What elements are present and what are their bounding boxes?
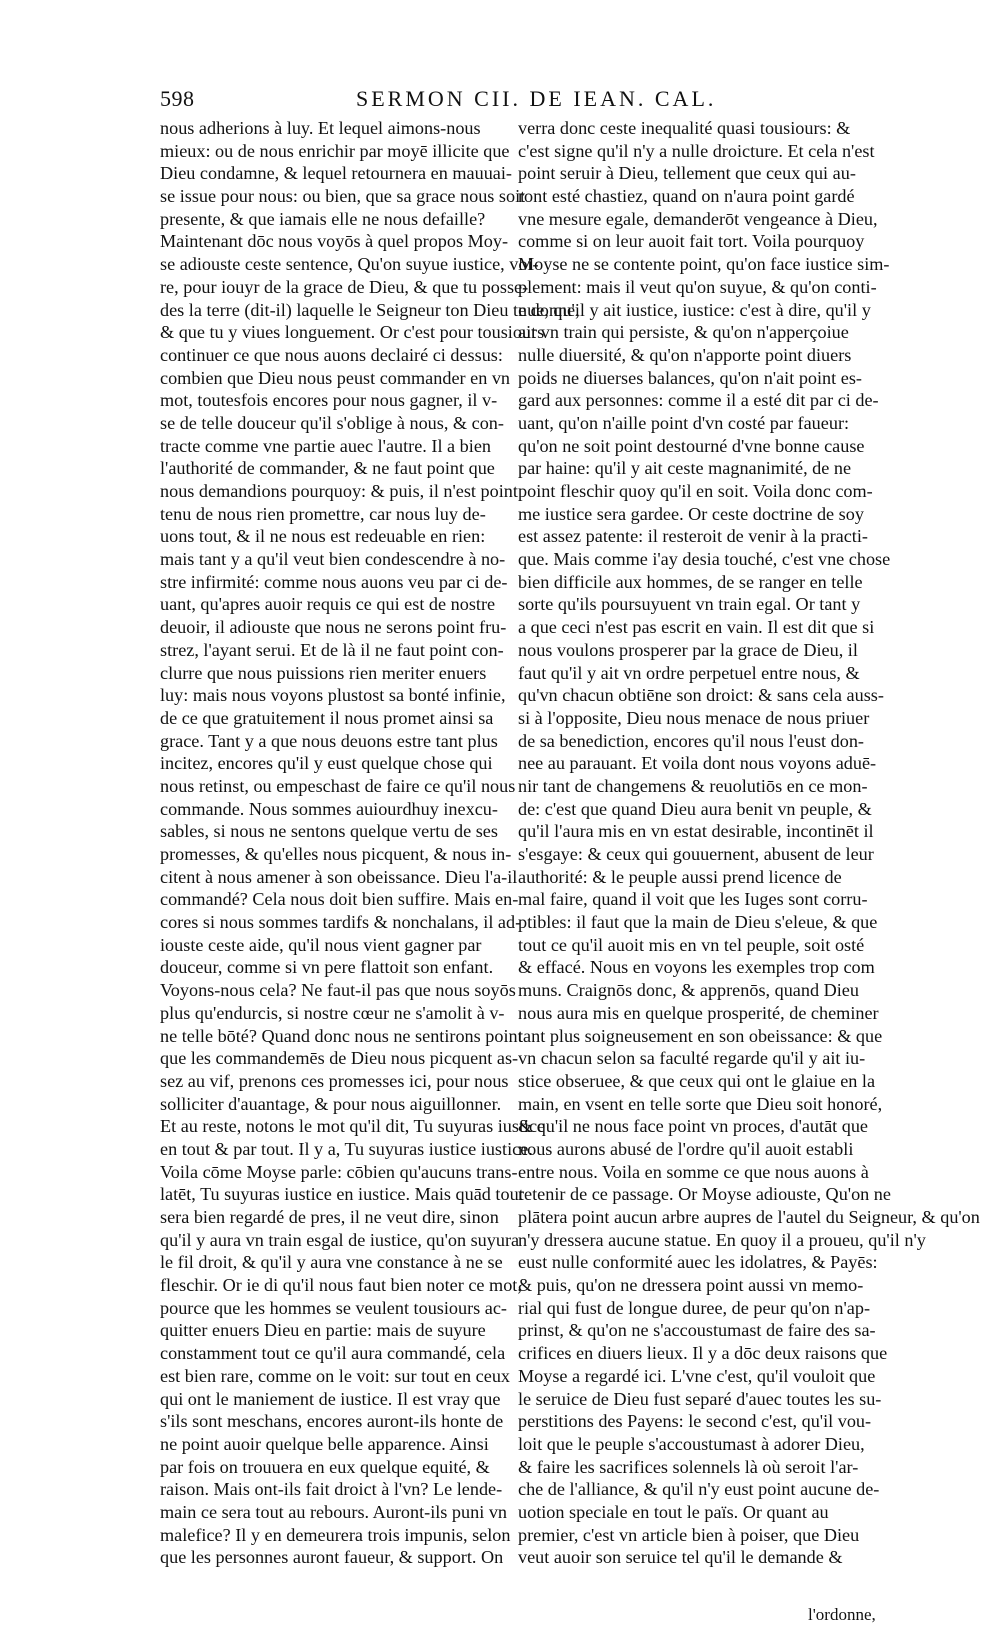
text-line: vne mesure egale, demanderōt vengeance à Dieu,	[518, 208, 878, 229]
text-line: nous voulons prosperer par la grace de Dieu, il	[518, 639, 858, 660]
text-line: Moyse ne se contente point, qu'on face iustice sim-	[518, 254, 890, 275]
text-line: grace. Tant y a que nous deuons estre tant plus	[160, 730, 498, 751]
text-line: des la terre (dit-il) laquelle le Seigneur ton Dieu te donne,	[160, 299, 580, 320]
text-line: deuoir, il adiouste que nous ne serons point fru-	[160, 617, 507, 638]
text-line: strez, l'ayant serui. Et de là il ne faut point con-	[160, 639, 504, 660]
text-line: stre infirmité: comme nous auons veu par ci de-	[160, 571, 508, 592]
text-line: se de telle douceur qu'il s'oblige à nous, & con-	[160, 412, 504, 433]
text-line: en tout & par tout. Il y a, Tu suyuras iustice iustice.	[160, 1138, 533, 1159]
text-line: s'esgaye: & ceux qui gouuernent, abusent de leur	[518, 844, 874, 864]
text-line: fleschir. Or ie di qu'il nous faut bien noter ce mot,	[160, 1275, 522, 1296]
text-line: & qu'il ne nous face point vn proces, d'autāt que	[518, 1116, 869, 1137]
text-line: nous aurons abusé de l'ordre qu'il auoit establi	[518, 1138, 854, 1159]
text-line: plement: mais il veut qu'on suyue, & qu'on conti-	[518, 276, 877, 297]
text-line: a que ceci n'est pas escrit en vain. Il est dit que si	[518, 617, 875, 638]
text-line: perstitions des Payens: le second c'est, qu'il vou-	[518, 1411, 872, 1432]
text-line: ait vn train qui persiste, & qu'on n'apperçoiue	[518, 322, 849, 343]
text-line: c'est signe qu'il n'y a nulle droicture. Et cela n'est	[518, 140, 875, 161]
text-line: bien difficile aux hommes, de se ranger en telle	[518, 571, 863, 592]
right-column	[518, 117, 980, 1569]
text-line: qu'il l'aura mis en vn estat desirable, incontinēt il	[518, 821, 874, 842]
text-line: tenu de nous rien promettre, car nous luy de-	[160, 503, 486, 524]
text-line: citent à nous amener à son obeissance. Dieu l'a-il	[160, 866, 518, 887]
text-line: loit que le peuple s'accoustumast à adorer Dieu,	[518, 1433, 865, 1454]
text-line: de sa benediction, encores qu'il nous l'eust don-	[518, 730, 864, 751]
text-line: main ce sera tout au rebours. Auront-ils puni vn	[160, 1501, 508, 1522]
text-line: muns. Craignōs donc, & apprenōs, quand Dieu	[518, 980, 859, 1001]
text-line: que. Mais comme i'ay desia touché, c'est vne chose	[518, 549, 891, 570]
text-line: Voila cōme Moyse parle: cōbien qu'aucuns trans-	[160, 1161, 518, 1182]
text-line: uotion speciale en tout le païs. Or quant au	[518, 1501, 829, 1522]
text-line: est bien rare, comme on le voit: sur tout en ceux	[160, 1365, 511, 1386]
text-line: mot, toutesfois encores pour nous gagner, il v-	[160, 390, 498, 411]
text-line: ne telle bōté? Quand donc nous ne sentirons point	[160, 1025, 523, 1046]
text-line: sera bien regardé de pres, il ne veut dire, sinon	[160, 1207, 499, 1227]
text-line: vn chacun selon sa faculté regarde qu'il y ait iu-	[518, 1048, 866, 1069]
text-line: tracte comme vne partie auec l'autre. Il a bien	[160, 435, 491, 456]
text-line: sez au vif, prenons ces promesses ici, pour nous	[160, 1070, 509, 1091]
text-line: douceur, comme si vn pere flattoit son enfant.	[160, 957, 494, 978]
text-line: le fil droit, & qu'il y aura vne constance à ne se	[160, 1252, 503, 1273]
text-line: re, pour iouyr de la grace de Dieu, & que tu posse-	[160, 276, 529, 297]
text-line: veut auoir son seruice tel qu'il le demande &	[518, 1547, 843, 1568]
text-line: l'authorité de commander, & ne faut point que	[160, 458, 495, 479]
catchword: l'ordonne,	[808, 1605, 876, 1624]
text-line: incitez, encores qu'il y eust quelque chose qui	[160, 753, 493, 774]
text-line: se issue pour nous: ou bien, que sa grace nous soit	[160, 186, 526, 207]
text-line: nous aura mis en quelque prosperité, de cheminer	[518, 1002, 879, 1023]
text-line: mais tant y a qu'il veut bien condescendre à no-	[160, 549, 506, 570]
text-line: qu'vn chacun obtiēne son droict: & sans cela auss-	[518, 685, 884, 706]
text-line: solliciter d'auantage, & pour nous aiguillonner.	[160, 1093, 502, 1114]
text-line: est assez patente: il resteroit de venir à la practi-	[518, 526, 868, 547]
text-line: pource que les hommes se veulent tousiours ac-	[160, 1297, 507, 1318]
text-line: cores si nous sommes tardifs & nonchalans, il ad-	[160, 912, 522, 933]
text-line: luy: mais nous voyons plustost sa bonté infinie,	[160, 685, 506, 706]
page-number: 598	[160, 86, 195, 111]
text-line: & faire les sacrifices solennels là où seroit l'ar-	[518, 1456, 859, 1477]
text-line: uant, qu'on n'aille point d'vn costé par faueur:	[518, 412, 850, 433]
text-line: crifices en diuers lieux. Il y a dōc deux raisons que	[518, 1343, 888, 1364]
text-line: comme si on leur auoit fait tort. Voila pourquoy	[518, 231, 865, 252]
text-line: nous retinst, ou empeschast de faire ce qu'il nous	[160, 775, 516, 796]
text-line: continuer ce que nous auons declairé ci dessus:	[160, 344, 503, 365]
text-line: tout ce qu'il auoit mis en vn tel peuple, soit osté	[518, 934, 865, 955]
text-line: Dieu condamne, & lequel retournera en mauuai-	[160, 163, 512, 184]
text-line: raison. Mais ont-ils fait droict à l'vn? Le lende-	[160, 1479, 503, 1500]
text-line: commande. Nous sommes auiourdhuy inexcu-	[160, 798, 498, 819]
text-line: uant, qu'apres auoir requis ce qui est de nostre	[160, 594, 496, 615]
text-line: ptibles: il faut que la main de Dieu s'eleue, & que	[518, 912, 878, 933]
text-line: prinst, & qu'on ne s'accoustumast de faire des sa-	[518, 1320, 876, 1341]
text-line: stice obseruee, & que ceux qui ont le glaiue en la	[518, 1070, 876, 1091]
text-line: nulle diuersité, & qu'on n'apporte point diuers	[518, 344, 852, 365]
text-line: Moyse a regardé ici. L'vne c'est, qu'il vouloit que	[518, 1365, 876, 1386]
text-line: clurre que nous puissions rien meriter enuers	[160, 662, 487, 683]
text-line: nee au parauant. Et voila dont nous voyons aduē-	[518, 753, 877, 774]
text-line: verra donc ceste inequalité quasi tousiours: &	[518, 118, 851, 138]
text-line: & puis, qu'on ne dressera point aussi vn memo-	[518, 1275, 864, 1296]
text-line: Maintenant dōc nous voyōs à quel propos Moy-	[160, 231, 509, 252]
text-line: si à l'opposite, Dieu nous menace de nous priuer	[518, 707, 870, 728]
text-line: entre nous. Voila en somme ce que nous auons à	[518, 1161, 869, 1182]
page-header	[160, 86, 885, 114]
text-line: plātera point aucun arbre aupres de l'autel du Seigneur, & qu'on	[518, 1207, 980, 1227]
text-line: tant plus soigneusement en son obeissance: & que	[518, 1025, 883, 1046]
text-line: eust nulle conformité auec les idolatres, & Payēs:	[518, 1252, 878, 1273]
text-line: presente, & que iamais elle ne nous defaille?	[160, 208, 486, 229]
text-line: ront esté chastiez, quand on n'aura point gardé	[518, 186, 855, 207]
text-line: de ce que gratuitement il nous promet ainsi sa	[160, 707, 494, 728]
text-line: mal faire, quand il voit que les Iuges sont corru-	[518, 889, 868, 910]
left-column	[160, 117, 580, 1569]
text-line: authorité: & le peuple aussi prend licence de	[518, 866, 842, 887]
text-line: sorte qu'ils poursuyuent vn train egal. Or tant y	[518, 594, 861, 615]
text-line: nous adherions à luy. Et lequel aimons-nous	[160, 118, 481, 138]
text-line: gard aux personnes: comme il a esté dit par ci de-	[518, 390, 879, 411]
text-line: Voyons-nous cela? Ne faut-il pas que nous soyōs	[160, 980, 516, 1001]
text-line: que les commandemēs de Dieu nous picquent as-	[160, 1048, 519, 1069]
text-line: nue, qu'il y ait iustice, iustice: c'est à dire, qu'il y	[518, 299, 871, 320]
text-line: & effacé. Nous en voyons les exemples trop com	[518, 957, 875, 978]
text-line: par haine: qu'il y ait ceste magnanimité, de ne	[518, 458, 852, 479]
text-line: quitter enuers Dieu en partie: mais de suyure	[160, 1320, 486, 1341]
text-line: n'y dressera aucune statue. En quoy il a proueu, qu'il n'y	[518, 1229, 926, 1250]
text-line: point fleschir quoy qu'il en soit. Voila donc com-	[518, 481, 873, 501]
text-line: combien que Dieu nous peust commander en vn	[160, 367, 511, 388]
text-line: que les personnes auront faueur, & support. On	[160, 1547, 504, 1568]
text-line: ne point auoir quelque belle apparence. Ainsi	[160, 1433, 489, 1454]
text-line: iouste ceste aide, qu'il nous vient gagner par	[160, 934, 482, 955]
text-line: promesses, & qu'elles nous picquent, & nous in-	[160, 844, 512, 864]
text-line: qu'on ne soit point destourné d'vne bonne cause	[518, 435, 865, 456]
text-line: faut qu'il y ait vn ordre perpetuel entre nous, &	[518, 662, 860, 683]
text-line: & que tu y viues longuement. Or c'est pour tousiours	[160, 322, 545, 343]
text-line: point seruir à Dieu, tellement que ceux qui au-	[518, 163, 856, 184]
text-line: retenir de ce passage. Or Moyse adiouste, Qu'on ne	[518, 1184, 891, 1205]
text-line: premier, c'est vn article bien à poiser, que Dieu	[518, 1524, 860, 1545]
text-line: Et au reste, notons le mot qu'il dit, Tu suyuras iustice	[160, 1116, 546, 1137]
text-line: rial qui fust de longue duree, de peur qu'on n'ap-	[518, 1297, 871, 1318]
text-line: qui ont le maniement de iustice. Il est vray que	[160, 1388, 501, 1409]
text-line: s'ils sont meschans, encores auront-ils honte de	[160, 1411, 504, 1432]
text-line: che de l'alliance, & qu'il n'y eust point aucune de-	[518, 1479, 880, 1500]
text-line: plus qu'endurcis, si nostre cœur ne s'amolit à v-	[160, 1002, 505, 1023]
text-line: nir tant de changemens & reuolutiōs en ce mon-	[518, 775, 868, 796]
text-line: main, en vsent en telle sorte que Dieu soit honoré,	[518, 1093, 883, 1114]
text-line: latēt, Tu suyuras iustice en iustice. Mais quād tout	[160, 1184, 524, 1205]
text-line: de: c'est que quand Dieu aura benit vn peuple, &	[518, 798, 872, 819]
text-line: uons tout, & il ne nous est redeuable en rien:	[160, 526, 486, 547]
text-line: constamment tout ce qu'il aura commandé, cela	[160, 1343, 506, 1364]
text-line: commandé? Cela nous doit bien suffire. Mais en-	[160, 889, 519, 910]
text-line: par fois on trouuera en eux quelque equité, &	[160, 1456, 490, 1477]
text-line: nous demandions pourquoy: & puis, il n'est point	[160, 481, 518, 501]
text-line: poids ne diuerses balances, qu'on n'ait point es-	[518, 367, 862, 388]
text-line: malefice? Il y en demeurera trois impunis, selon	[160, 1524, 511, 1545]
text-line: mieux: ou de nous enrichir par moyē illicite que	[160, 140, 510, 161]
text-line: le seruice de Dieu fust separé d'auec toutes les su-	[518, 1388, 882, 1409]
text-line: sables, si nous ne sentons quelque vertu de ses	[160, 821, 498, 842]
text-line: qu'il y aura vn train esgal de iustice, qu'on suyura	[160, 1229, 520, 1250]
text-line: se adiouste ceste sentence, Qu'on suyue iustice, voi-	[160, 254, 539, 275]
text-line: me iustice sera gardee. Or ceste doctrine de soy	[518, 503, 864, 524]
running-title: SERMON CII. DE IEAN. CAL.	[356, 86, 717, 111]
